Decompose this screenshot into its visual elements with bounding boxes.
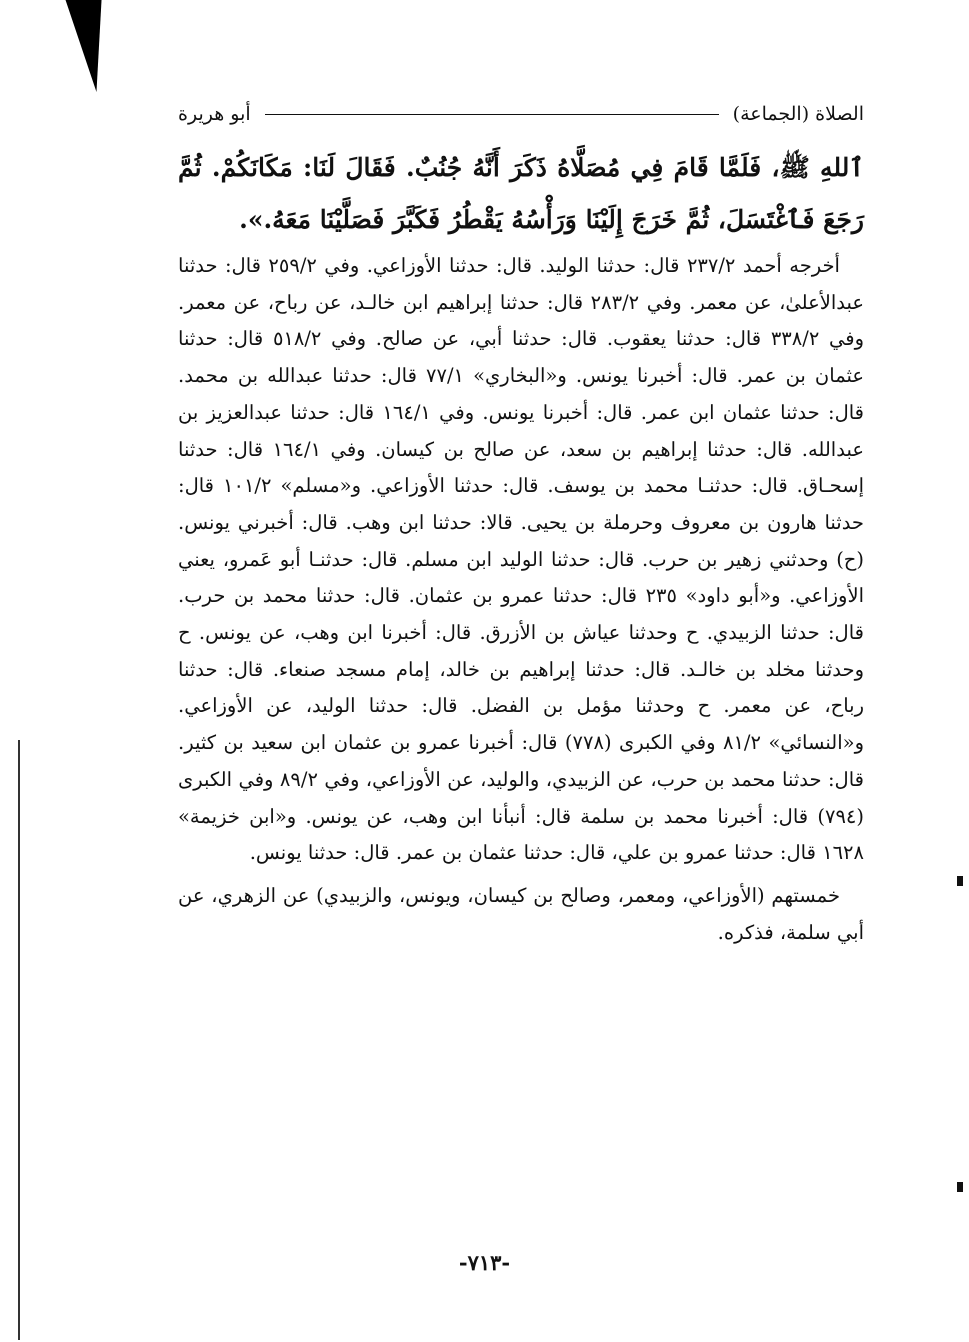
page-number: -٧١٣- [458,1250,511,1275]
header-section-title: الصلاة (الجماعة) [732,103,864,125]
hadith-text: ٱللهِ ﷺ، فَلَمَّا قَامَ فِي مُصَلَّاهُ ذَكَرَ أَنَّهُ جُنُبٌ. فَقَالَ لَنَا: مَكَانَكُمْ. ثُمَّ رَجَعَ فَٱغْتَسَلَ، ثُمَّ خَرَجَ إِلَيْنَا وَرَأْسُهُ يَقْطُرُ فَكَبَّرَ فَصَلَّيْنَا مَعَهُ.». [178,153,864,234]
scan-edge-dot [957,876,963,886]
header-rule [265,114,719,115]
page-body [178,142,864,951]
scan-corner-mark [66,0,115,92]
summary-paragraph: خمستهم (الأوزاعي، ومعمر، وصالح بن كيسان، ويونس، والزبيدي) عن الزهري، عن أبي سلمة، فذكره. [178,883,864,944]
takhrij-paragraph: أخرجه أحمد ٢٣٧/٢ قال: حدثنا الوليد. قال: حدثنا الأوزاعي. وفي ٢٥٩/٢ قال: حدثنا عبدالأعلىٰ، عن معمر. وفي ٢٨٣/٢ قال: حدثنا إبراهيم ابن خالـد، عن رباح، عن معمر. وفي ٣٣٨/٢ قال: حدثنا يعقوب. قال: حدثنا أبي، عن صالح. وفي ٥١٨/٢ قال: حدثنا عثمان بن عمر. قال: أخبرنا يونس. و«البخاري» ٧٧/١ قال: حدثنا عبدالله بن محمد. قال: حدثنا عثمان ابن عمر. قال: أخبرنا يونس. وفي ١٦٤/١ قال: حدثنا عبدالعزيز بن عبدالله. قال: حدثنا إبراهيم بن سعد، عن صالح بن كيسان. وفي ١٦٤/١ قال: حدثنا إسحـاق. قال: حدثنـا محمد بن يوسف. قال: حدثنا الأوزاعي. و«مسلم» ١٠١/٢ قال: حدثنا هارون بن معروف وحرملة بن يحيى. قالا: حدثنا ابن وهب. قال: أخبرني يونس. (ح) وحدثني زهير بن حرب. قال: حدثنا الوليد ابن مسلم. قال: حدثنـا أبو عَمرو، يعني الأوزاعي. و«أبو داود» ٢٣٥ قال: حدثنا عمرو بن عثمان. قال: حدثنا محمد بن حرب. قال: حدثنا الزبيدي. ح وحدثنا عياش بن الأزرق. قال: أخبرنا ابن وهب، عن يونس. ح وحدثنا مخلد بن خالـد. قال: حدثنا إبراهيم بن خالد، إمام مسجد صنعاء. قال: حدثنا رباح، عن معمر. ح وحدثنا مؤمل بن الفضل. قال: حدثنا الوليد، عن الأوزاعي. و«النسائي» ٨١/٢ وفي الكبرى (٧٧٨) قال: أخبرنا عمرو بن عثمان ابن سعيد بن كثير. قال: حدثنا محمد بن حرب، عن الزبيدي، والوليد، عن الأوزاعي، وفي ٨٩/٢ وفي الكبرى (٧٩٤) قال: أخبرنا محمد بن سلمة قال: أنبأنا ابن وهب، عن يونس. و«ابن خزيمة» ١٦٢٨ قال: حدثنا عمرو بن علي، قال: حدثنا عثمان بن عمر. قال: حدثنا يونس. [178,254,865,865]
running-header [178,100,864,128]
scan-edge-dot [957,1182,963,1192]
header-narrator: أبو هريرة [178,103,251,125]
